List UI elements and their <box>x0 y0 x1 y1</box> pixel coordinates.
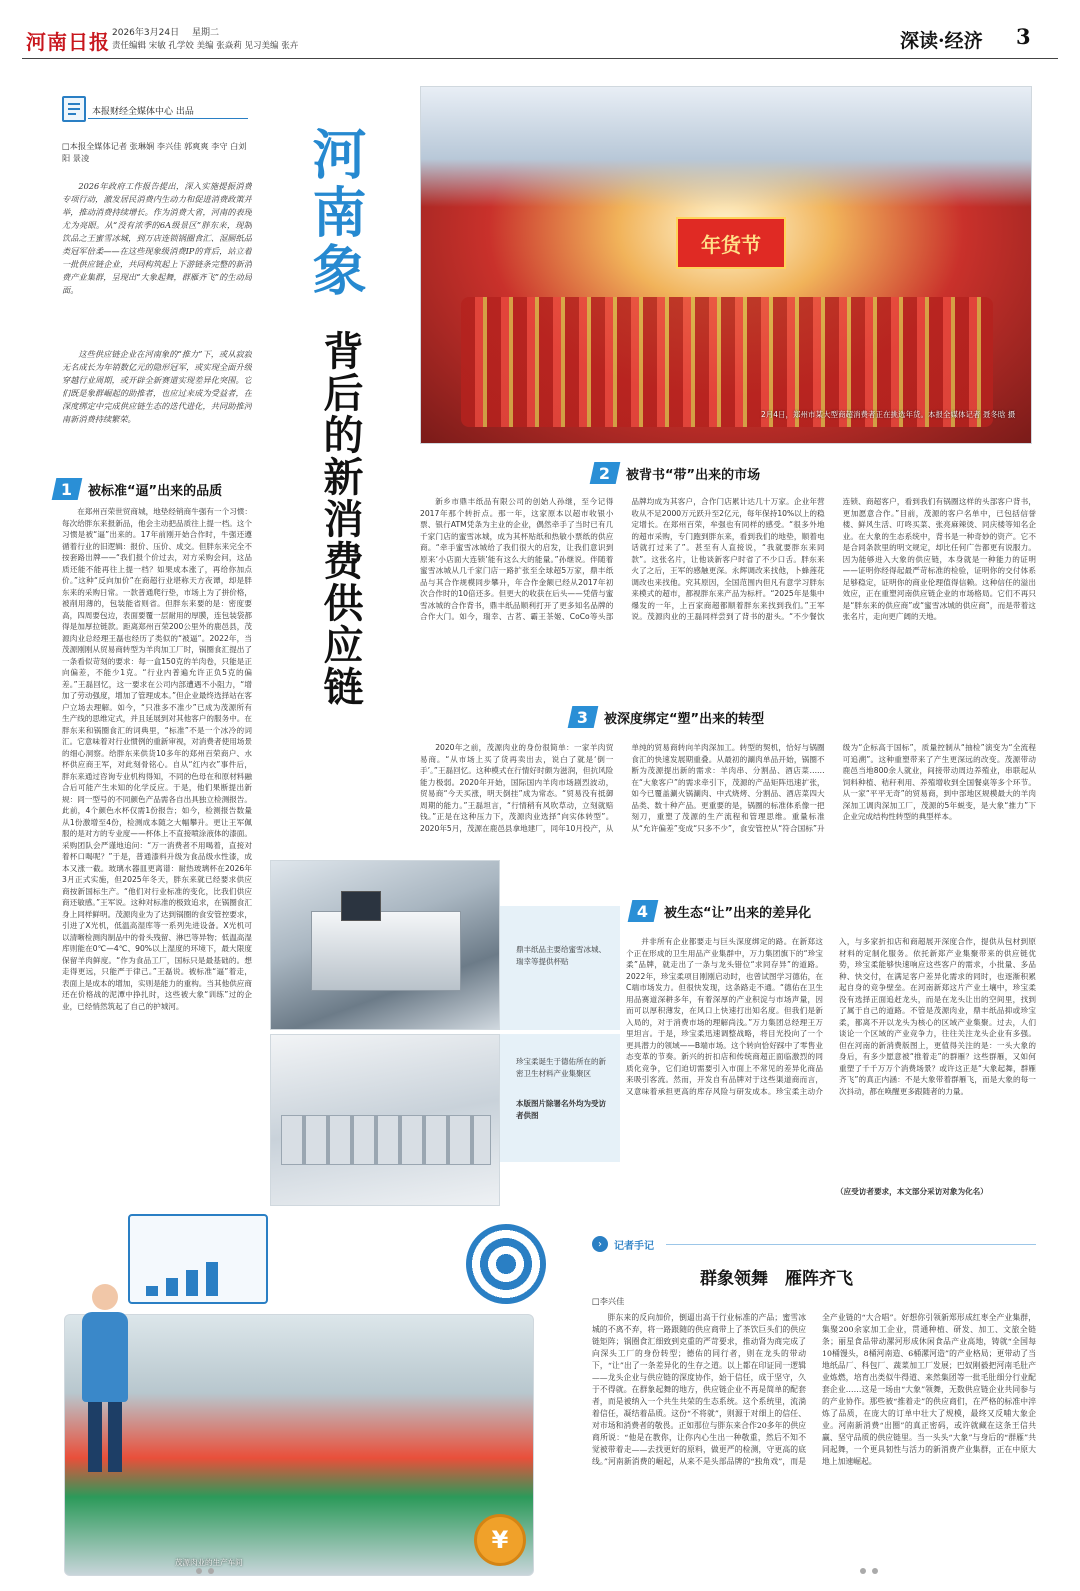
headline-main: 河南象 <box>304 126 368 300</box>
intro-paragraph-2: 这些供应链企业在河南象的“推力”下，或从寂寂无名成长为年销数亿元的隐形冠军，或实现全面升级穿越行业周期，或开辟全新赛道实现差异化突围。它们既是象群崛起的助推者，也应过来成为受益者，在深度绑定中完成供应链生态的迭代进化，共同助推河南新消费持续繁荣。 <box>62 349 252 424</box>
photo-caption: 2月4日，郑州市某大型商超消费者正在挑选年货。本报全媒体记者 聂冬晗 摄 <box>761 410 1016 419</box>
section-1-title: 被标准“逼”出来的品质 <box>88 483 223 499</box>
commentary-title: 群象领舞 雁阵齐飞 <box>700 1269 853 1289</box>
coin-stack-icon: ¥ <box>474 1514 550 1574</box>
masthead-divider <box>22 58 1058 59</box>
section-4-header <box>630 900 890 922</box>
trend-chart-icon <box>146 1256 246 1296</box>
page-dots-left <box>196 1568 214 1574</box>
machine-panel <box>341 891 381 921</box>
factory-caption: 茂源肉业的生产车间 <box>175 1558 243 1567</box>
section-3-header <box>570 706 870 728</box>
festival-banner <box>676 217 786 269</box>
hygiene-line-photo <box>270 1034 500 1206</box>
section-2-body: 新乡市鼎丰纸品有限公司的创始人孙继，至今记得2017年那个转折点。那一年，这家原本以超市收银小票、银行ATM凭条为主业的企业，偶然牵手了当时已有几千家门店的蜜雪冰城，成为其杯贴纸和热敏小票纸的供应商。“牵手蜜雪冰城给了我们很大的启发，让我们意识到原来‘小店面大连锁’能有这么大的能量。”孙继说。伴随着蜜雪冰城从几千家门店一路扩张至全球超5万家，鼎丰纸品与其合作规模同步攀升，年合作金额已经从2017年初次合作时的10倍还多。但更大的收获在后头——凭借与蜜雪冰城的合作背书，鼎丰纸品顺利打开了更多知名品牌的合作大门。如今，瑞幸、古茗、霸王茶姬、CoCo等头部品牌均成为其客户，合作门店累计达几十万家。企业年营收从不足2000万元跃升至2亿元，每年保持10%以上的稳定增长。在郑州百荣，牟强也有同样的感受。“很多外地的超市采购，专门跑到胖东来，看到我们的地垫，顺着电话就打过来了”。甚至有人直接说，“我就要胖东来同款”。这张名片，让他谈新客户时省了不少口舌。胖东来火了之后，王军的感触更深。永辉调改来找他，卜蜂莲花调改也来找他。究其原因，全国范围内但凡有意学习胖东来模式的超市，都视胖东来产品为标杆。“2025年是集中爆发的一年，上百家商超都顺着胖东来找到我们。”王军说。茂源肉业的王磊同样尝到了背书的甜头。“不少餐饮连锁、商超客户，看到我们有锅圈这样的头部客户背书，更加愿意合作。”目前，茂源的客户名单中，已包括信誉楼、鲜风生活、叮咚买菜、张亮麻辣烫、同庆楼等知名企业。在大象的生态系统中，背书是一种奇妙的资产。它不是合同条款里的明文规定，却比任何广告都更有说服力。因为能够进入大象的供应链，本身就是一种能力的证明——证明你经得起最严苛标准的检验，证明你的交付体系足够稳定，证明你的商业伦理值得信赖。这种信任的溢出效应，正在重塑河南供应链企业的市场格局。它们不再只是“胖东来的供应商”或“蜜雪冰城的供应商”，而是带着这张名片，走向更广阔的天地。 <box>420 497 1036 621</box>
section-3-body: 2020年之前，茂源肉业的身份很简单：一家羊肉贸易商。“从市场上买了货再卖出去，说白了就是‘倒一手’。”王磊回忆。这种模式在行情好时颇为滋润，但抗风险能力极弱。2020年开始，国际国内羊肉市场剧烈波动，贸易商“今天买涨，明天倒挂”成为常态。“贸易没有抵御周期的能力。”王磊坦言，“行情稍有风吹草动，立刻就赔钱。”正是在这种压力下，茂源肉业选择“向实体转型”。2020年5月，茂源在鹿邑县拿地建厂，同年10月投产，从单纯的贸易商转向羊肉深加工。转型的契机，恰好与锅圈食汇的快速发展期重叠。从最初的涮肉单品开始，锅圈不断为茂源提出新的需求：羊肉串、分割品、酒店菜……在“大象客户”的需求牵引下，茂源的产品矩阵迅速扩张，如今已覆盖涮火锅涮肉、中式烧烤、分割品、酒店菜四大品类、数十种产品。更重要的是，锅圈的标准体系像一把刻刀，重塑了茂源的生产流程和管理思维。重量标准从“允许偏差”变成“只多不少”，食安管控从“符合国标”升级为“企标高于国标”，质量控制从“抽检”演变为“全流程可追溯”。这种重塑带来了产生更深远的改变。茂源带动鹿邑当地800余人就业，间接带动周边养殖业，串联起从饲料种植、秸秆利用、养殖增收到全国餐桌等多个环节。从一家“平平无奇”的贸易商，到中部地区规模最大的羊肉深加工调肉深加工厂，茂源的5年蜕变，是大象“推力”下企业完成结构性转型的典型样本。 <box>420 743 1036 833</box>
page-number: 3 <box>1016 24 1031 49</box>
commentary-tag-line <box>666 1244 1036 1245</box>
commentary-body: 胖东来的反向加价，倒逼出高于行业标准的产品；蜜雪冰城的不离不弃，将一路跟随的供应商带上了茶饮巨头们的供应链矩阵；锅圈食汇细致到克重的严苛要求，推动肾为商完成了向深头工厂的身份转型；德佑的同行者，则在龙头的带动下，“让”出了一条差异化的生存之道。以上都在印证同一逻辑——龙头企业与供应链的深度协作，始于信任，成于坚守，久于不得就。在群象起舞的地方，供应链企业不再是简单的配套者，而是被纳入一个共生共荣的生态系统。这个系统里，流淌着信任，凝结着品质。这份“不将就”，则源于对细上的信任、对市场和消费者的敬畏。正如那位与胖东来合作20多年的供应商所说：“他是在教你，让你内心生出一种敬重，然后不知不觉被带着走——去找更好的原料，做更严的检测，守更高的底线。”河南新消费的崛起，从来不是头部品牌的“独角戏”，而是全产业链的“大合唱”。好想你引领新郑形成红枣全产业集群，集聚200余家加工企业，贯通种植、研发、加工、文旅全链条；丽星食品带动漯河形成休闲食品产业高地，铸就“全国每10桶馒头，8桶河南造、6桶漯河造”的产业格局；更带动了当地纸品厂、科包厂、蔬菜加工厂发展；巴奴刚毅把河南毛肚产业炼燃，培育出类似牛得道、来然集团等一批毛肚细分行业配套企业……这是一场由“大象”领舞，无数供应链企业共同参与的产业协作。那些被“推着走”的供应商们，在严格的标准中淬炼了品质，在庞大的订单中壮大了规模，最终又反哺大象企业。河南新消费“出圈”的真正密码，或许就藏在这条王信共赢、坚守品质的供应链里。当一头头“大象”与身后的“群雁”共同起舞，一个更具韧性与活力的新消费产业集群，正在中原大地上加速崛起。 <box>592 1313 1036 1466</box>
section-4-body: 并非所有企业都要走与巨头深度绑定的路。在新郑这个正在形成的卫生用品产业集群中，万力集团旗下的“珍宝柔”品牌，就走出了一条与龙头错位“求同存异”的道路。2022年，珍宝柔项目刚刚启动时，也曾试图学习德佑，在C端市场发力。但很快发现，这条路走不通。“德佑在卫生用品赛道深耕多年，有着深厚的产业积淀与市场声量，因而可以厚积薄发，在风口上快速打出知名度。但我们是新入局的，对于消费市场的理解尚浅。”万力集团总经理王万里坦言。于是，珍宝柔迅速调整战略，将目光投向了一个更具潜力的领域——B端市场。这个转向恰好踩中了零售业态变革的节奏。新兴的折扣店和传统商超正面临激烈的同质化竞争，它们迫切需要引入市面上不常见的差异化商品来吸引客流。然而，开发自有品牌对于这些渠道商而言，又意味着承担更高的库存风险与研发成本。珍宝柔主动介入，与多家折扣店和商超展开深度合作，提供从包材到原材料的定制化服务。依托新郑产业集聚带来的供应链优势，珍宝柔能够快速响应这些客户的需求，小批量、多品种、快交付，在满足客户差异化需求的同时，也逐渐积累起自身的竞争壁垒。在河南新郑这片产业土壤中，珍宝柔没有选择正面追赶龙头，而是在龙头让出的空间里，找到了属于自己的道路。不管是茂源肉业，鼎丰纸品抑或珍宝柔，都离不开以龙头为核心的区域产业集聚。过去，人们谈论一个区域的产业竞争力，往往关注龙头企业有多强。但在河南的新消费版图上，更值得关注的是：一头大象的身后，有多少愿意被“推着走”的群雁？这些群雁，又如何重塑了千千万万个消费场景？或许这正是“大象起舞，群雁齐飞”的真正内涵：不是大象带着群雁飞，而是大象的每一次抖动，都在唤醒更多跟随者的力量。 <box>626 937 1036 1096</box>
issue-date <box>112 25 219 38</box>
weekday-text: 星期二 <box>191 28 219 38</box>
section-4-number: 4 <box>628 900 659 922</box>
paper-machine-photo <box>270 860 500 1030</box>
intro-paragraph-1: 2026年政府工作报告提出，深入实施提振消费专项行动，激发居民消费内生动力和促进消费政策并举，推动消费持续增长。作为消费大省，河南的表现尤为亮眼。从“没有浓季的6A级景区”胖东来，现制饮品之王蜜雪冰城，到万店连锁锅圈食汇、湿厕纸品类冠军倍柔——在这些现象级消费IP的背后，站立着一批供应链企业，共同构筑起上下游链条完整的新消费产业集群，呈现出“大象起舞，群雁齐飞”的生动局面。 <box>62 181 252 295</box>
headline-sub: 背后的新消费供应链 <box>317 330 364 708</box>
producer-underline <box>88 118 248 119</box>
producer-label: 本报财经全媒体中心 出品 <box>92 107 194 117</box>
machine-body <box>311 911 461 991</box>
photo-credit: 本版图片除署名外均为受访者供图 <box>516 1099 606 1120</box>
section-2-title: 被背书“带”出来的市场 <box>626 467 761 483</box>
person-figure-icon <box>78 1284 134 1474</box>
commentary-author: □李兴佳 <box>592 1296 625 1306</box>
section-name: 深读·经济 <box>900 30 983 52</box>
paper-photo-caption: 鼎丰纸品主要给蜜雪冰城、瑞幸等提供杯贴 <box>516 945 606 966</box>
mall-photo <box>420 86 1032 444</box>
editors-line: 责任编辑 宋敏 孔学姣 美编 张焱莉 见习美编 张卉 <box>112 41 299 51</box>
date-text: 2026年3月24日 <box>112 28 180 38</box>
arrow-icon: › <box>592 1236 608 1252</box>
commentary-tag <box>592 1236 654 1252</box>
commentary-tag-label: 记者手记 <box>614 1240 654 1252</box>
festival-banner-text: 年货节 <box>701 232 761 257</box>
section-3-number: 3 <box>568 706 599 728</box>
masthead <box>0 0 1080 62</box>
producer-badge <box>62 100 252 122</box>
section-2-number: 2 <box>590 462 621 484</box>
production-line <box>281 1115 491 1165</box>
paper-photo-caption-card <box>500 906 620 1030</box>
target-icon <box>466 1224 546 1304</box>
factory-illustration <box>54 1214 574 1584</box>
section-1-number: 1 <box>52 478 83 500</box>
mall-floor <box>461 297 993 427</box>
section-1-header <box>54 478 254 500</box>
reporters-byline: □本报全媒体记者 张琳娴 李兴佳 郭爽爽 李守 白刘阳 景凌 <box>62 141 247 163</box>
mall-ceiling <box>421 87 1032 207</box>
section-3-title: 被深度绑定“塑”出来的转型 <box>604 711 765 727</box>
section-4-title: 被生态“让”出来的差异化 <box>664 905 812 921</box>
factory-photo <box>64 1314 534 1576</box>
section-4-note: （应受访者要求，本文部分采访对象为化名） <box>836 1187 988 1196</box>
hygiene-photo-caption-card <box>500 1034 620 1162</box>
document-icon <box>62 96 86 122</box>
hygiene-photo-caption: 珍宝柔诞生于德佑所在的新密卫生材料产业集聚区 <box>516 1057 606 1078</box>
section-2-header <box>592 462 852 484</box>
section-1-body: 在郑州百荣世贸商城，地垫经销商牛强有一个习惯：每次给胖东来报新品，他会主动把品质往上提一档。这个习惯是被“逼”出来的。17年前刚开始合作时，牛强还遵循着行业的旧逻辑：报价、压价、成交。但胖东来完全不按套路出牌——“我们报个价过去，对方采购会问，这品质还能不能再往上提一档？如果成本涨了，再给你加点价。”这种“反向加价”在商超行业堪称天方夜谭，却是胖东来的采购日常。一款普通爬行垫，市场上为了拼价格，被削用薄的，包装能省则省。但胖东来要的是：密度要高，四周要包边，表面要覆一层耐用的厚膜，连包装袋都得是加厚拉链款。距离郑州百荣200公里外的鹿邑县，茂源肉业总经理王磊也经历了类似的“被逼”。2022年，当茂源刚刚从贸易商转型为羊肉加工厂时，锅圈食汇提出了一条看似苛刻的要求：每一盒150克的羊肉卷，只能是正向偏差，不能少1克。“行业内普遍允许正负5克的偏差。”王磊回忆，这一要求在公司内部遭遇不小阻力，“增加了劳动强度，增加了管理成本。”但企业最终选择站在客户立场去理解。如今，“只准多不准少”已成为茂源所有生产线的思维定式，并且延展到对其他客户的服务中。在胖东来和锅圈食汇的词典里，“标准”不是一个冰冷的词汇。它意味着对行业惯例的重新审视，对消费者使用场景的细心洞察。给胖东来供货10多年的郑州百荣商户、水杯供应商王军，对此刻骨铭心。自从“红内衣”事件后，胖东来通过咨询专业机构得知，不同的色母在和原材料融合后可能产生未知的化学反应。于是，他们果断提出新规：同一型号的不同颜色产品需各自出具独立检测报告。此前，4个颜色水杯仅需1份报告；如今，检测报告数量从1份激增至4份，检测成本随之大幅攀升。更让王军佩服的是对方的专业度——杯体上不直接喷涂液体的漆面。采购团队会严谨地追问：“万一消费者不用喝着，直接对着杯口喝呢？”于是，普通漆料升级为食品级水性漆，成本又涨一截。玻璃水器皿更离谱：耐热玻璃杯在2026年3月正式实施，但2025年冬天，胖东来就已经要求供应商按新国标生产。“他们对行业标准的变化，比我们供应商还敏感。”王军说。这种对标准的极致追求，在锅圈食汇身上同样鲜明。茂源肉业为了达到锅圈的食安管控要求，引进了X光机，低温高湿库等一系列先进设备。X光机可以清晰检测肉制品中的骨头残留、淋巴等异物；低温高湿库则能在0℃—4℃、90%以上湿度的环境下，最大限度保留羊肉鲜度。“作为食品工厂，国标只是最基础的。想走得更远，只能严于律己。”王磊说。被标准“逼”着走，表面上是成本的增加，实则是能力的重构。当其他供应商还在价格战的泥潭中挣扎时，这些被大象“训练”过的企业，已经悄然筑起了自己的护城河。 <box>62 507 252 1011</box>
page-dots-right <box>860 1568 878 1574</box>
chart-board <box>128 1214 268 1304</box>
newspaper-logo: 河南日报 <box>26 30 110 54</box>
